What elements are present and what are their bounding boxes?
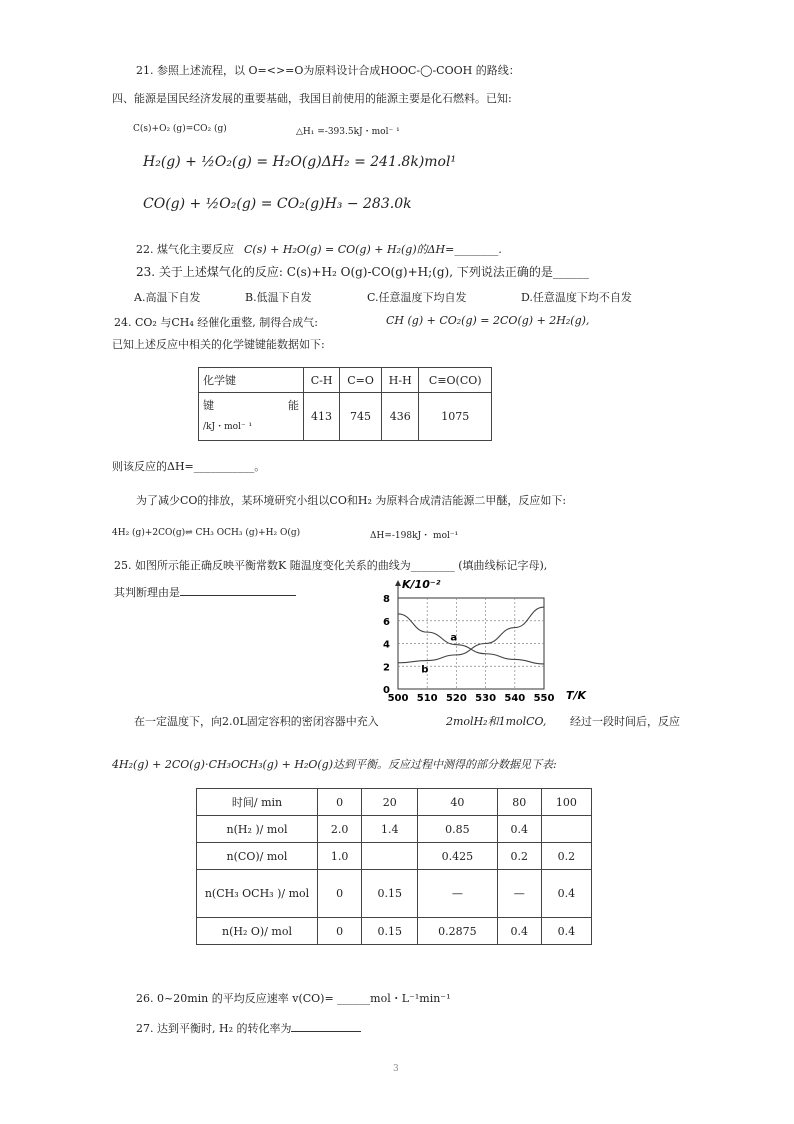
q25-reason-text: 其判断理由是 bbox=[114, 586, 180, 599]
table-cell bbox=[541, 816, 591, 843]
table-cell: n(H₂ )/ mol bbox=[197, 816, 318, 843]
table-cell: 0 bbox=[318, 870, 362, 918]
series-line-b bbox=[398, 607, 544, 663]
table-cell: 0.15 bbox=[362, 870, 418, 918]
y-tick-label: 0 bbox=[383, 685, 390, 696]
x-tick-label: 520 bbox=[445, 693, 467, 704]
bond-header-co: C=O bbox=[340, 368, 382, 393]
experiment-paragraph-a: 在一定温度下，向2.0L固定容积的密闭容器中充入 bbox=[134, 715, 379, 728]
equation-1-left: C(s)+O₂ (g)=CO₂ (g) bbox=[133, 124, 227, 134]
equation-5: 4H₂(g) + 2CO(g)⋅CH₃OCH₃(g) + H₂O(g)达到平衡。反应过程中测得的部分数据见下表: bbox=[112, 758, 557, 771]
x-axis-label: T/K bbox=[566, 689, 587, 702]
table-cell: n(H₂ O)/ mol bbox=[197, 918, 318, 945]
table-cell: — bbox=[497, 870, 541, 918]
bond-header-hh: H-H bbox=[382, 368, 419, 393]
x-tick-label: 530 bbox=[475, 693, 497, 704]
table-header-20: 20 bbox=[362, 789, 418, 816]
series-line-a bbox=[398, 614, 544, 664]
y-tick-label: 8 bbox=[383, 594, 390, 605]
table-header-40: 40 bbox=[418, 789, 497, 816]
table-cell: 0.4 bbox=[541, 870, 591, 918]
bond-value-hh: 436 bbox=[382, 393, 419, 441]
table-cell: 0.2875 bbox=[418, 918, 497, 945]
table-cell: 2.0 bbox=[318, 816, 362, 843]
equation-1-right: △H₁ =-393.5kJ・mol⁻ ¹ bbox=[296, 127, 400, 137]
k-vs-temperature-chart bbox=[360, 574, 610, 704]
equation-4-left: 4H₂ (g)+2CO(g)⇌ CH₃ OCH₃ (g)+H₂ O(g) bbox=[112, 528, 301, 538]
table-cell: 0.85 bbox=[418, 816, 497, 843]
equation-4-right: ΔH=-198kJ・ mol⁻¹ bbox=[370, 531, 459, 541]
table-cell: 0.4 bbox=[541, 918, 591, 945]
x-tick-label: 540 bbox=[504, 693, 526, 704]
bond-value-co: 745 bbox=[340, 393, 382, 441]
y-tick-label: 2 bbox=[383, 662, 390, 674]
q27-label: 27. 达到平衡时, H₂ 的转化率为 bbox=[136, 1022, 292, 1035]
q25-text: 25. 如图所示能正确反映平衡常数K 随温度变化关系的曲线为________ (填曲线标记字母), bbox=[114, 559, 548, 572]
q23-option-a: A.高温下自发 bbox=[134, 291, 201, 304]
q24-answer-line: 则该反应的ΔH=___________。 bbox=[112, 460, 266, 473]
table-cell: 1.4 bbox=[362, 816, 418, 843]
bond-header-ch: C-H bbox=[304, 368, 340, 393]
q25-reason-blank bbox=[180, 584, 296, 596]
table-cell: 0.4 bbox=[497, 918, 541, 945]
table-cell: n(CH₃ OCH₃ )/ mol bbox=[197, 870, 318, 918]
table-row bbox=[197, 816, 592, 843]
experiment-paragraph-b: 2molH₂和1molCO, bbox=[446, 715, 547, 728]
series-label-b: b bbox=[421, 664, 429, 676]
q22-equation: C(s) + H₂O(g) = CO(g) + H₂(g)的ΔH=________. bbox=[244, 243, 502, 256]
x-tick-label: 510 bbox=[416, 693, 438, 704]
table-cell: — bbox=[418, 870, 497, 918]
table-cell: 0.2 bbox=[541, 843, 591, 870]
dme-paragraph: 为了减少CO的排放，某环境研究小组以CO和H₂ 为原料合成清洁能源二甲醚，反应如下: bbox=[136, 494, 567, 507]
q23-option-d: D.任意温度下均不自发 bbox=[521, 291, 632, 304]
table-header-80: 80 bbox=[497, 789, 541, 816]
bond-value-ch: 413 bbox=[304, 393, 340, 441]
bond-row-label bbox=[199, 393, 304, 441]
table-header-0: 0 bbox=[318, 789, 362, 816]
page-number: 3 bbox=[393, 1064, 399, 1074]
y-axis-arrowhead bbox=[395, 580, 401, 586]
x-tick-label: 500 bbox=[387, 693, 409, 704]
q26-text: 26. 0~20min 的平均反应速率 v(CO)= ______mol・L⁻¹min⁻¹ bbox=[136, 992, 451, 1005]
table-cell: 1.0 bbox=[318, 843, 362, 870]
section4-intro: 四、能源是国民经济发展的重要基础，我国目前使用的能源主要是化石燃料。已知: bbox=[112, 92, 512, 105]
q24-data-intro: 已知上述反应中相关的化学键键能数据如下: bbox=[112, 338, 325, 351]
q24-text: 24. CO₂ 与CH₄ 经催化重整, 制得合成气: bbox=[114, 316, 318, 329]
bond-energy-table bbox=[198, 367, 492, 441]
x-tick-label: 550 bbox=[533, 693, 555, 704]
series-label-a: a bbox=[450, 632, 458, 644]
bond-row-label-3: /kJ・mol⁻ ¹ bbox=[203, 422, 253, 432]
y-axis-label: K/10⁻² bbox=[402, 578, 441, 591]
bond-header-label: 化学键 bbox=[199, 368, 304, 393]
q27-blank bbox=[291, 1020, 361, 1032]
table-cell: 0.425 bbox=[418, 843, 497, 870]
table-row bbox=[197, 870, 592, 918]
table-row bbox=[197, 918, 592, 945]
table-cell: 0.4 bbox=[497, 816, 541, 843]
q21-text: 21. 参照上述流程，以 O=<>=O为原料设计合成HOOC-◯-COOH 的路线： bbox=[136, 64, 520, 77]
table-header-100: 100 bbox=[541, 789, 591, 816]
q27-text bbox=[136, 1020, 361, 1036]
q23-option-b: B.低温下自发 bbox=[245, 291, 312, 304]
reaction-data-table bbox=[196, 788, 592, 945]
bond-value-triple-co: 1075 bbox=[419, 393, 492, 441]
bond-row-label-2: 能 bbox=[288, 399, 299, 412]
table-cell: 0.15 bbox=[362, 918, 418, 945]
q23-text: 23. 关于上述煤气化的反应: C(s)+H₂ O(g)-CO(g)+H;(g), 下列说法正确的是______ bbox=[136, 265, 589, 279]
table-cell: 0.2 bbox=[497, 843, 541, 870]
q22-text: 22. 煤气化主要反应 bbox=[136, 243, 234, 256]
y-tick-label: 4 bbox=[383, 639, 390, 651]
table-row bbox=[197, 843, 592, 870]
table-header-time: 时间/ min bbox=[197, 789, 318, 816]
q24-equation: CH (g) + CO₂(g) = 2CO(g) + 2H₂(g), bbox=[386, 314, 590, 327]
q23-option-c: C.任意温度下均自发 bbox=[367, 291, 467, 304]
table-cell bbox=[362, 843, 418, 870]
table-cell: 0 bbox=[318, 918, 362, 945]
bond-row-label-1: 键 bbox=[203, 399, 214, 412]
equation-3: CO(g) + ½O₂(g) = CO₂(g)H₃ − 283.0k bbox=[143, 196, 412, 212]
table-cell: n(CO)/ mol bbox=[197, 843, 318, 870]
y-tick-label: 6 bbox=[383, 616, 390, 628]
bond-header-triple-co: C≡O(CO) bbox=[419, 368, 492, 393]
equation-2: H₂(g) + ½O₂(g) = H₂O(g)ΔH₂ = 241.8k)mol¹ bbox=[143, 154, 457, 170]
experiment-paragraph-c: 经过一段时间后，反应 bbox=[570, 715, 680, 728]
q25-reason-label bbox=[114, 584, 296, 600]
